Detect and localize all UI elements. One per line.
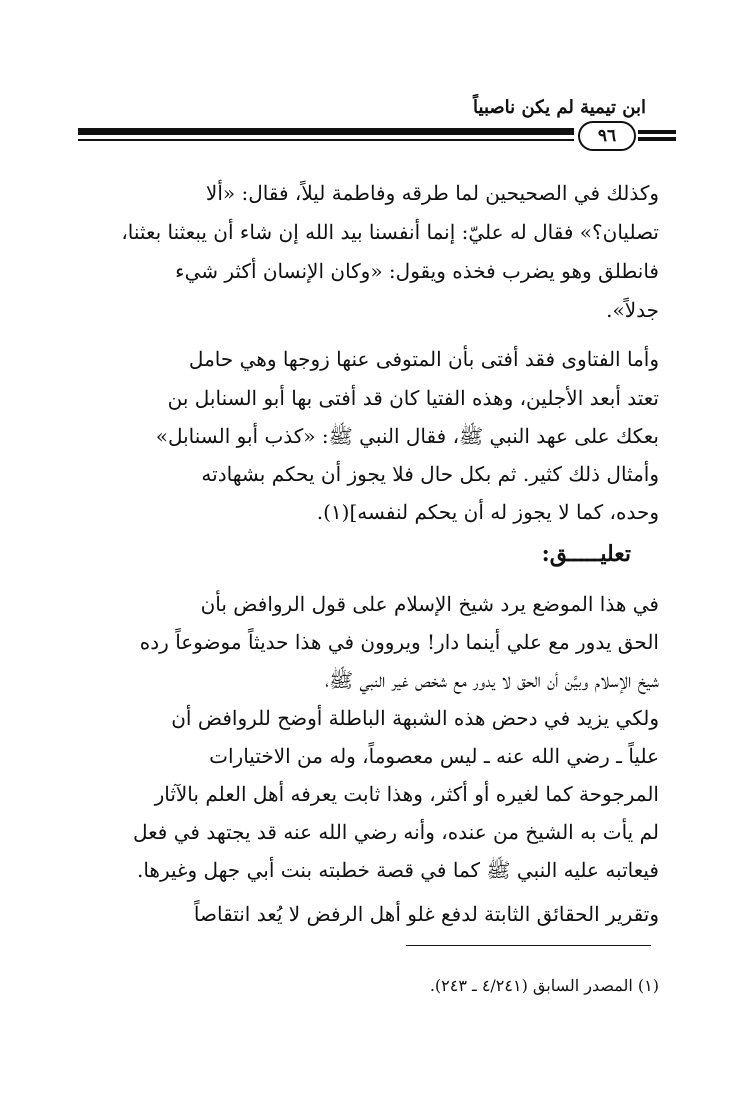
- header-rule-thin: [78, 139, 574, 141]
- footnote: (١) المصدر السابق (٤/٢٤١ ـ ٢٤٣).: [429, 976, 659, 995]
- page-number: ٩٦: [578, 121, 636, 151]
- header-rule-stub-bottom: [638, 137, 676, 141]
- body-line: فانطلق وهو يضرب فخذه ويقول: «وكان الإنسان أكثر شيء: [175, 259, 659, 283]
- body-line: المرجوحة كما لغيره أو أكثر، وهذا ثابت يعرفه أهل العلم بالآثار: [154, 782, 659, 806]
- section-heading: تعليـــــق:: [541, 541, 631, 567]
- body-line: بعكك على عهد النبي ﷺ، فقال النبي ﷺ: «كذب أبو السنابل»: [155, 424, 659, 448]
- body-line: شيخ الإسلام وبيَّن أن الحق لا يدور مع شخص غير النبي ﷺ،: [325, 668, 659, 692]
- header-rule-thick: [78, 128, 574, 135]
- header-rule-stub-top: [638, 130, 676, 134]
- body-line: وحده، كما لا يجوز له أن يحكم لنفسه](١).: [316, 500, 659, 524]
- body-line: الحق يدور مع علي أينما دار! ويروون في هذا حديثاً موضوعاً رده: [139, 630, 659, 654]
- footnote-separator: [406, 945, 651, 946]
- body-line: وأما الفتاوى فقد أفتى بأن المتوفى عنها زوجها وهي حامل: [188, 347, 659, 371]
- running-title: ابن تيمية لم يكن ناصبياً: [473, 97, 646, 118]
- body-line: فيعاتبه عليه النبي ﷺ كما في قصة خطبته بنت أبي جهل وغيرها.: [136, 858, 659, 882]
- body-line: في هذا الموضع يرد شيخ الإسلام على قول الروافض بأن: [200, 592, 659, 616]
- body-line: تعتد أبعد الأجلين، وهذه الفتيا كان قد أفتى بها أبو السنابل بن: [167, 386, 659, 410]
- body-line: وأمثال ذلك كثير. ثم بكل حال فلا يجوز أن يحكم بشهادته: [201, 462, 659, 486]
- body-line: جدلاً».: [606, 298, 659, 322]
- body-line: لم يأت به الشيخ من عنده، وأنه رضي الله عنه قد يجتهد في فعل: [133, 820, 659, 844]
- body-line: وتقرير الحقائق الثابتة لدفع غلو أهل الرفض لا يُعد انتقاصاً: [193, 902, 659, 926]
- body-line: وكذلك في الصحيحين لما طرقه وفاطمة ليلاً، فقال: «ألا: [205, 181, 659, 205]
- body-line: ولكي يزيد في دحض هذه الشبهة الباطلة أوضح للروافض أن: [171, 706, 659, 730]
- body-line: علياً ـ رضي الله عنه ـ ليس معصوماً، وله من الاختيارات: [209, 744, 659, 768]
- body-line: تصليان؟» فقال له عليّ: إنما أنفسنا بيد الله إن شاء أن يبعثنا بعثنا،: [121, 220, 659, 244]
